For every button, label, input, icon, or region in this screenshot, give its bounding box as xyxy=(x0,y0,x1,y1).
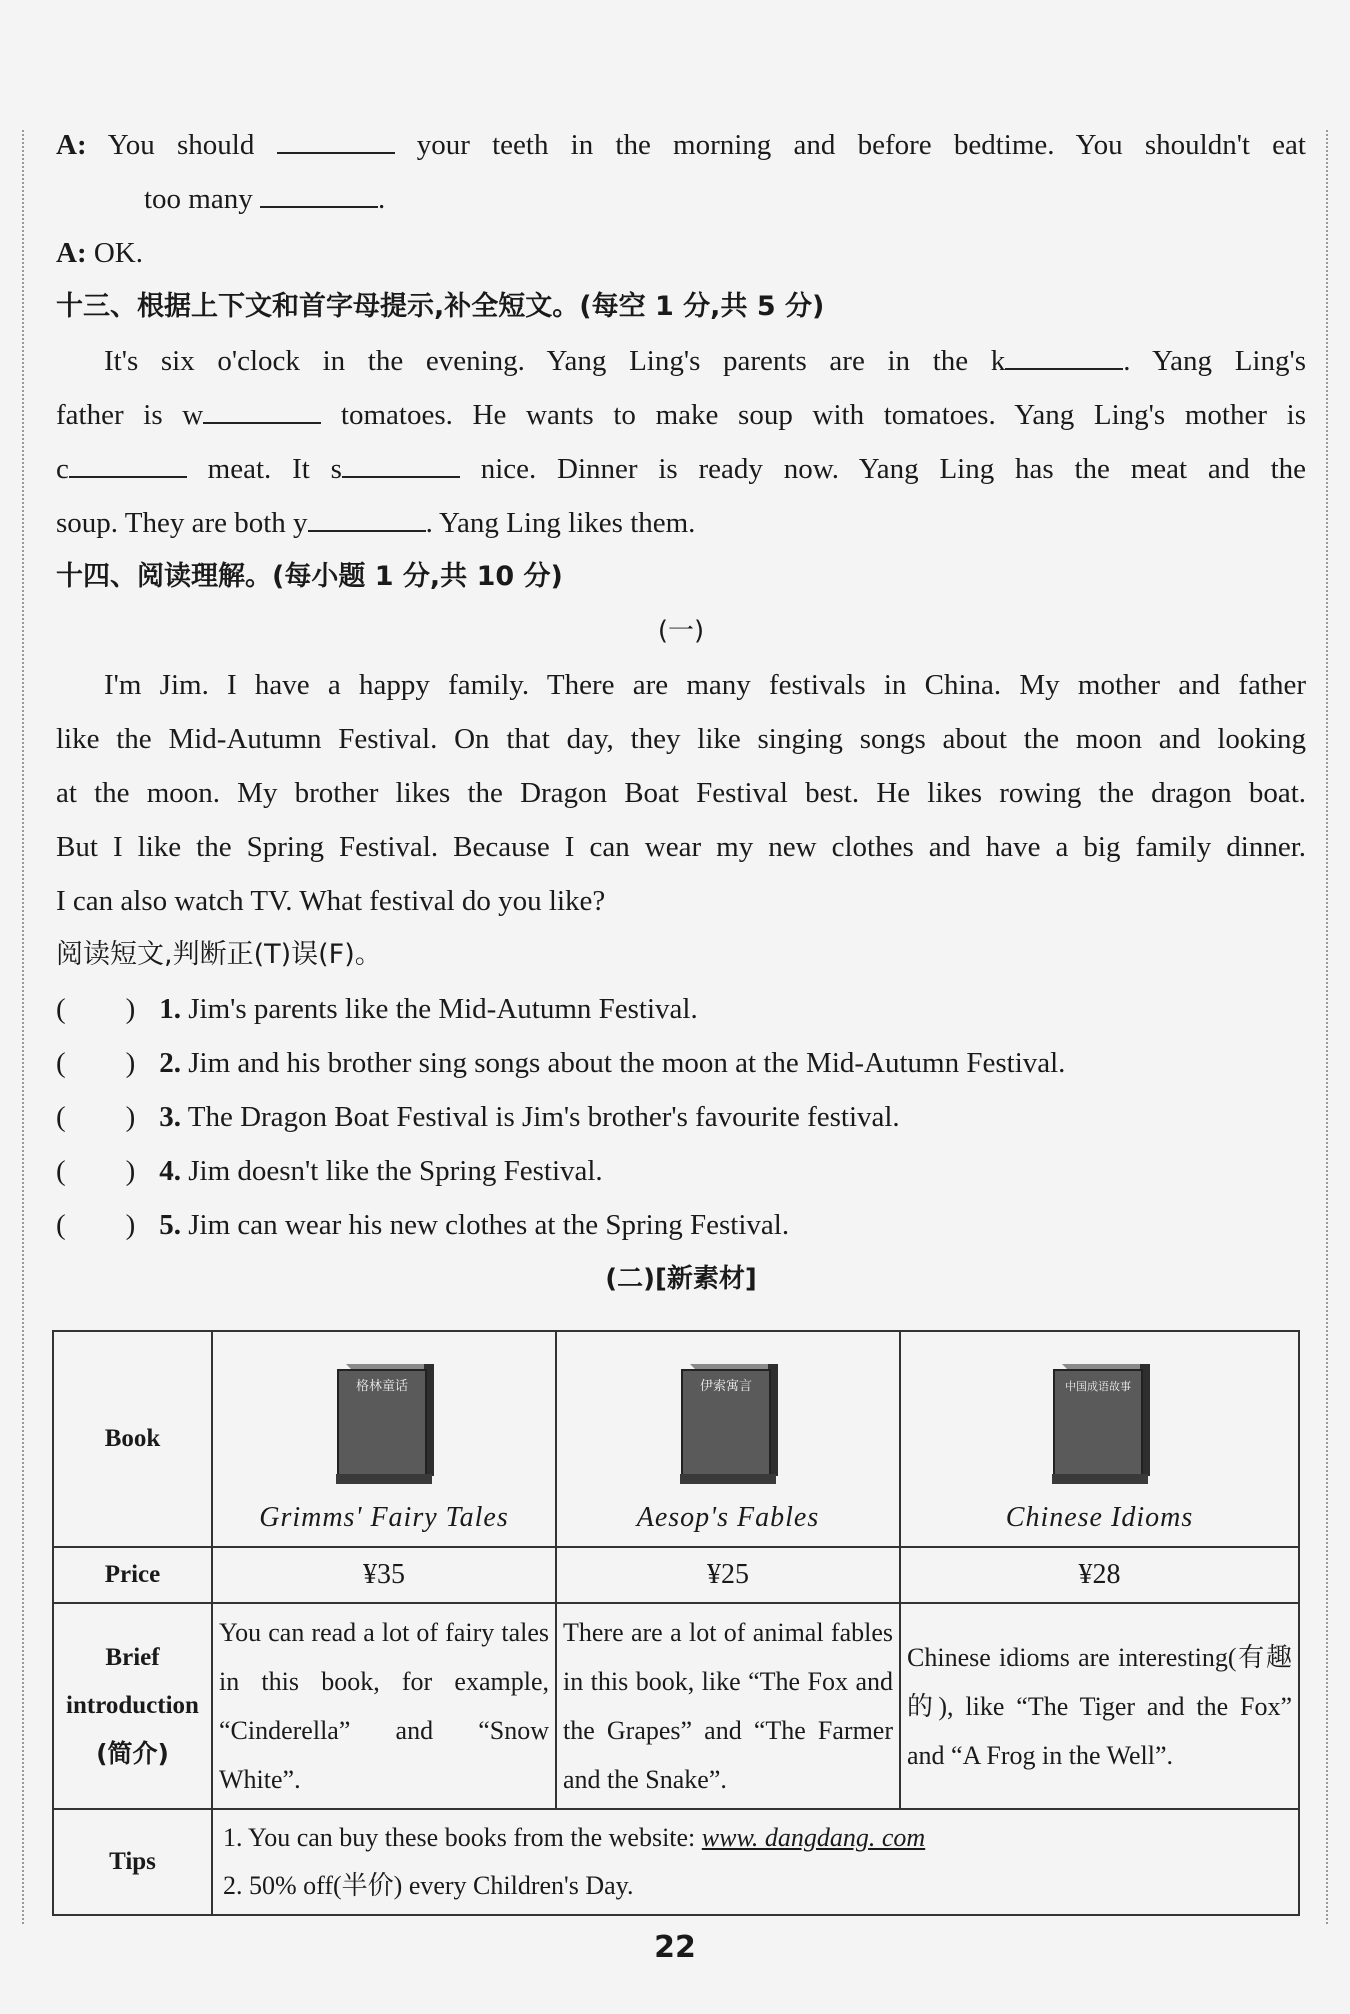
paren-open: ( xyxy=(56,1155,66,1187)
intro-cell: There are a lot of animal fables in this book, like “The Fox and the Grapes” and “The Farmer and the Snake”. xyxy=(556,1603,900,1809)
label-line: introduction xyxy=(66,1692,199,1719)
part-2-title: (二)[新素材] xyxy=(605,1264,757,1294)
page-number: 22 xyxy=(654,1930,696,1965)
cloze-text: nice. Dinner is ready now. Yang Ling has the meat and the xyxy=(459,453,1306,485)
question-text: Jim can wear his new clothes at the Spring Festival. xyxy=(188,1209,790,1241)
question-text: Jim's parents like the Mid-Autumn Festival. xyxy=(188,993,698,1025)
passage-line-5: I can also watch TV. What festival do you like? xyxy=(56,885,606,917)
tip-text: 1. You can buy these books from the website: xyxy=(223,1823,696,1852)
answer-paren[interactable] xyxy=(56,1144,152,1198)
answer-blank[interactable] xyxy=(277,126,395,154)
dialog-line-a1 xyxy=(56,118,1306,172)
cloze-text: soup. They are both y xyxy=(56,507,308,539)
dialog-text: too many xyxy=(144,183,253,215)
paren-open: ( xyxy=(56,1101,66,1133)
book-title: Grimms' Fairy Tales xyxy=(259,1502,509,1533)
question-number: 2. xyxy=(159,1047,181,1079)
speaker-label: A: xyxy=(56,237,87,269)
cloze-line-3 xyxy=(56,442,1306,496)
book-cell-3 xyxy=(900,1331,1299,1547)
page-content xyxy=(56,118,1306,1306)
cloze-blank-2[interactable] xyxy=(203,396,321,424)
label-line: Brief xyxy=(105,1644,160,1671)
dialog-text: . xyxy=(378,183,386,215)
answer-paren[interactable] xyxy=(56,1036,152,1090)
book-info-table xyxy=(52,1330,1300,1916)
cloze-text: . Yang Ling likes them. xyxy=(425,507,696,539)
tf-question-1 xyxy=(56,982,1306,1036)
dialog-text: OK. xyxy=(93,237,143,269)
table-row-price xyxy=(53,1547,1299,1603)
cloze-line-1 xyxy=(56,334,1306,388)
cloze-blank-3[interactable] xyxy=(69,450,187,478)
price-cell: ¥35 xyxy=(212,1547,556,1603)
tips-cell xyxy=(212,1809,1299,1915)
tip-1 xyxy=(223,1814,1288,1862)
tip-2: 2. 50% off(半价) every Children's Day. xyxy=(223,1871,634,1900)
question-number: 1. xyxy=(159,993,181,1025)
book-title: Aesop's Fables xyxy=(636,1502,820,1533)
tf-question-4 xyxy=(56,1144,1306,1198)
dialog-line-a2 xyxy=(56,226,1306,280)
answer-paren[interactable] xyxy=(56,1198,152,1252)
price-cell: ¥28 xyxy=(900,1547,1299,1603)
question-text: Jim and his brother sing songs about the moon at the Mid-Autumn Festival. xyxy=(188,1047,1066,1079)
intro-cell: You can read a lot of fairy tales in this book, for example, “Cinderella” and “Snow White”. xyxy=(212,1603,556,1809)
book-cover-icon xyxy=(1048,1358,1152,1488)
question-number: 5. xyxy=(159,1209,181,1241)
table-row-book xyxy=(53,1331,1299,1547)
paren-open: ( xyxy=(56,1047,66,1079)
passage-line-3: at the moon. My brother likes the Dragon Boat Festival best. He likes rowing the dragon boat. xyxy=(56,777,1306,809)
passage-line-2: like the Mid-Autumn Festival. On that day, they like singing songs about the moon and looking xyxy=(56,723,1306,755)
dialog-text: You should xyxy=(107,129,255,161)
question-number: 4. xyxy=(159,1155,181,1187)
cloze-text: c xyxy=(56,453,69,485)
part-1-title: (一) xyxy=(657,616,705,646)
cloze-blank-4[interactable] xyxy=(342,450,460,478)
question-number: 3. xyxy=(159,1101,181,1133)
cloze-text: . Yang Ling's xyxy=(1123,345,1306,377)
book-title: Chinese Idioms xyxy=(1005,1502,1194,1533)
tf-question-5 xyxy=(56,1198,1306,1252)
right-margin-dots xyxy=(1326,130,1328,1924)
cloze-blank-1[interactable] xyxy=(1005,342,1123,370)
cloze-line-2 xyxy=(56,388,1306,442)
left-margin-dots xyxy=(22,130,24,1924)
answer-blank[interactable] xyxy=(260,180,378,208)
question-text: The Dragon Boat Festival is Jim's brother's favourite festival. xyxy=(187,1101,900,1133)
price-cell: ¥25 xyxy=(556,1547,900,1603)
book-cell-1 xyxy=(212,1331,556,1547)
question-text: Jim doesn't like the Spring Festival. xyxy=(188,1155,603,1187)
book-cover-text: 中国成语故事 xyxy=(1064,1380,1131,1393)
row-label-price: Price xyxy=(53,1547,212,1603)
cloze-line-4 xyxy=(56,496,1306,550)
cloze-text: It's six o'clock in the evening. Yang Ling's parents are in the k xyxy=(104,345,1006,377)
paren-open: ( xyxy=(56,1209,66,1241)
cloze-blank-5[interactable] xyxy=(308,504,426,532)
book-cover-text: 伊索寓言 xyxy=(699,1379,753,1394)
book-cell-2 xyxy=(556,1331,900,1547)
label-line: (简介) xyxy=(96,1739,169,1768)
tf-question-2 xyxy=(56,1036,1306,1090)
dialog-text: your teeth in the morning and before bedtime. You shouldn't eat xyxy=(416,129,1306,161)
row-label-book: Book xyxy=(53,1331,212,1547)
paren-close: ) xyxy=(125,1209,136,1241)
cloze-text: tomatoes. He wants to make soup with tomatoes. Yang Ling's mother is xyxy=(321,399,1306,431)
cloze-text: father is w xyxy=(56,399,204,431)
speaker-label: A: xyxy=(56,129,87,161)
paren-open: ( xyxy=(56,993,66,1025)
table-row-intro xyxy=(53,1603,1299,1809)
intro-cell: Chinese idioms are interesting(有趣的), like “The Tiger and the Fox” and “A Frog in the Well”. xyxy=(900,1603,1299,1809)
row-label-tips: Tips xyxy=(53,1809,212,1915)
tf-question-3 xyxy=(56,1090,1306,1144)
answer-paren[interactable] xyxy=(56,982,152,1036)
book-cover-icon xyxy=(332,1358,436,1488)
passage-line-4: But I like the Spring Festival. Because I can wear my new clothes and have a big family dinner. xyxy=(56,831,1306,863)
dialog-line-a1-cont xyxy=(56,172,1306,226)
paren-close: ) xyxy=(125,993,136,1025)
book-cover-icon xyxy=(676,1358,780,1488)
website-link[interactable]: www. dangdang. com xyxy=(701,1823,926,1852)
section-14-heading: 十四、阅读理解。(每小题 1 分,共 10 分) xyxy=(56,561,563,592)
table-row-tips xyxy=(53,1809,1299,1915)
passage-line-1: I'm Jim. I have a happy family. There are many festivals in China. My mother and father xyxy=(104,669,1306,701)
cloze-text: meat. It s xyxy=(186,453,342,485)
row-label-intro xyxy=(53,1603,212,1809)
paren-close: ) xyxy=(125,1047,136,1079)
tf-instruction: 阅读短文,判断正(T)误(F)。 xyxy=(56,939,382,970)
paren-close: ) xyxy=(125,1101,136,1133)
answer-paren[interactable] xyxy=(56,1090,152,1144)
paren-close: ) xyxy=(125,1155,136,1187)
section-13-heading: 十三、根据上下文和首字母提示,补全短文。(每空 1 分,共 5 分) xyxy=(56,291,825,322)
book-cover-text: 格林童话 xyxy=(355,1379,409,1394)
